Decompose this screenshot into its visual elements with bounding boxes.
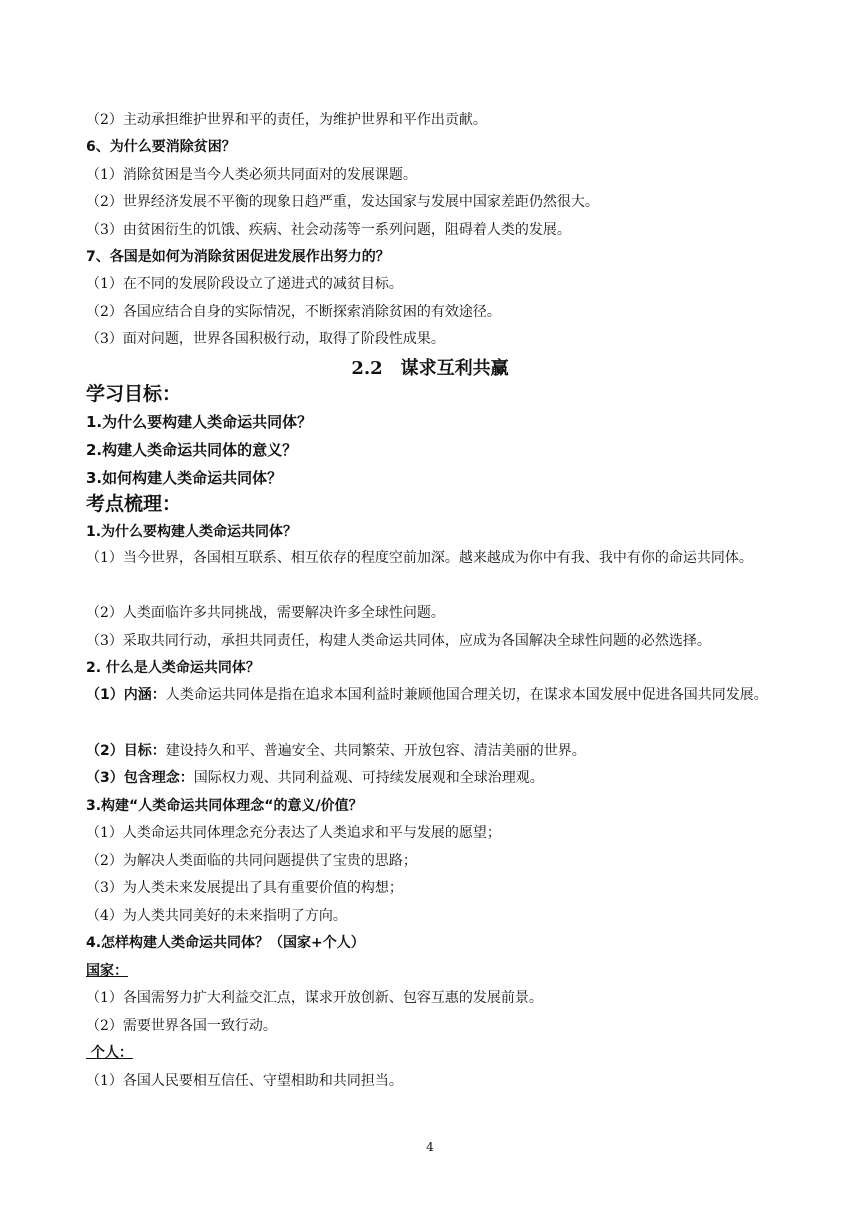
definition-text: 国际权力观、共同利益观、可持续发展观和全球治理观。: [193, 770, 544, 786]
text-line: （1）在不同的发展阶段设立了递进式的减贫目标。: [86, 276, 403, 292]
definition-label: （1）内涵：: [86, 687, 166, 703]
person-label: 个人：: [86, 1045, 133, 1061]
definition-text: 人类命运共同体是指在追求本国利益时兼顾他国合理关切，在谋求本国发展中促进各国共同发展。: [165, 687, 768, 703]
text-line: （2）主动承担维护世界和平的责任，为维护世界和平作出贡献。: [86, 112, 487, 128]
text-line: （4）为人类共同美好的未来指明了方向。: [86, 908, 347, 924]
goals-heading: 学习目标：: [86, 383, 182, 405]
definition-label: （3）包含理念：: [86, 770, 194, 786]
text-line: （2）世界经济发展不平衡的现象日趋严重，发达国家与发展中国家差距仍然很大。: [86, 194, 599, 210]
question-heading: 2. 什么是人类命运共同体？: [86, 660, 260, 676]
review-heading: 考点梳理：: [86, 493, 182, 515]
goal-item: 3.如何构建人类命运共同体？: [86, 469, 283, 487]
text-line: （3）由贫困衍生的饥饿、疾病、社会动荡等一系列问题，阻碍着人类的发展。: [86, 222, 571, 238]
page-number: 4: [426, 1140, 434, 1154]
text-line: （1）各国人民要相互信任、守望相助和共同担当。: [86, 1073, 403, 1089]
text-line: （1）消除贫困是当今人类必须共同面对的发展课题。: [86, 167, 417, 183]
definition-paragraph: [86, 681, 786, 737]
goal-item: 1.为什么要构建人类命运共同体？: [86, 413, 313, 431]
country-label: 国家：: [86, 963, 128, 979]
text-line: （3）采取共同行动，承担共同责任，构建人类命运共同体，应成为各国解决全球性问题的必然选择。: [86, 633, 711, 649]
definition-label: （2）目标：: [86, 743, 166, 759]
text-line: （2）各国应结合自身的实际情况，不断探索消除贫困的有效途径。: [86, 304, 501, 320]
question-heading: 4.怎样构建人类命运共同体？（国家+个人）: [86, 935, 365, 951]
text-line: （2）为解决人类面临的共同问题提供了宝贵的思路；: [86, 853, 417, 869]
text-paragraph: （1）当今世界，各国相互联系、相互依存的程度空前加深。越来越成为你中有我、我中有你的命运共同体。: [86, 550, 753, 566]
text-line: （2）需要世界各国一致行动。: [86, 1018, 277, 1034]
text-line: （3）为人类未来发展提出了具有重要价值的构想；: [86, 880, 403, 896]
text-line: （3）面对问题，世界各国积极行动，取得了阶段性成果。: [86, 331, 445, 347]
question-heading: 6、为什么要消除贫困？: [86, 139, 236, 155]
goal-item: 2.构建人类命运共同体的意义？: [86, 441, 298, 459]
question-heading: 7、各国是如何为消除贫困促进发展作出努力的？: [86, 249, 390, 265]
question-heading: 1.为什么要构建人类命运共同体？: [86, 524, 298, 540]
text-line: （1）人类命运共同体理念充分表达了人类追求和平与发展的愿望；: [86, 825, 501, 841]
definition-text: 建设持久和平、普遍安全、共同繁荣、开放包容、清洁美丽的世界。: [165, 743, 586, 759]
question-heading: 3.构建“人类命运共同体理念“的意义/价值？: [86, 798, 363, 814]
section-title: 2.2 谋求互利共赢: [351, 358, 509, 379]
definition-line: [86, 768, 786, 788]
definition-line: [86, 741, 786, 761]
text-line: （1）各国需努力扩大利益交汇点，谋求开放创新、包容互惠的发展前景。: [86, 990, 543, 1006]
text-line: （2）人类面临许多共同挑战，需要解决许多全球性问题。: [86, 605, 445, 621]
